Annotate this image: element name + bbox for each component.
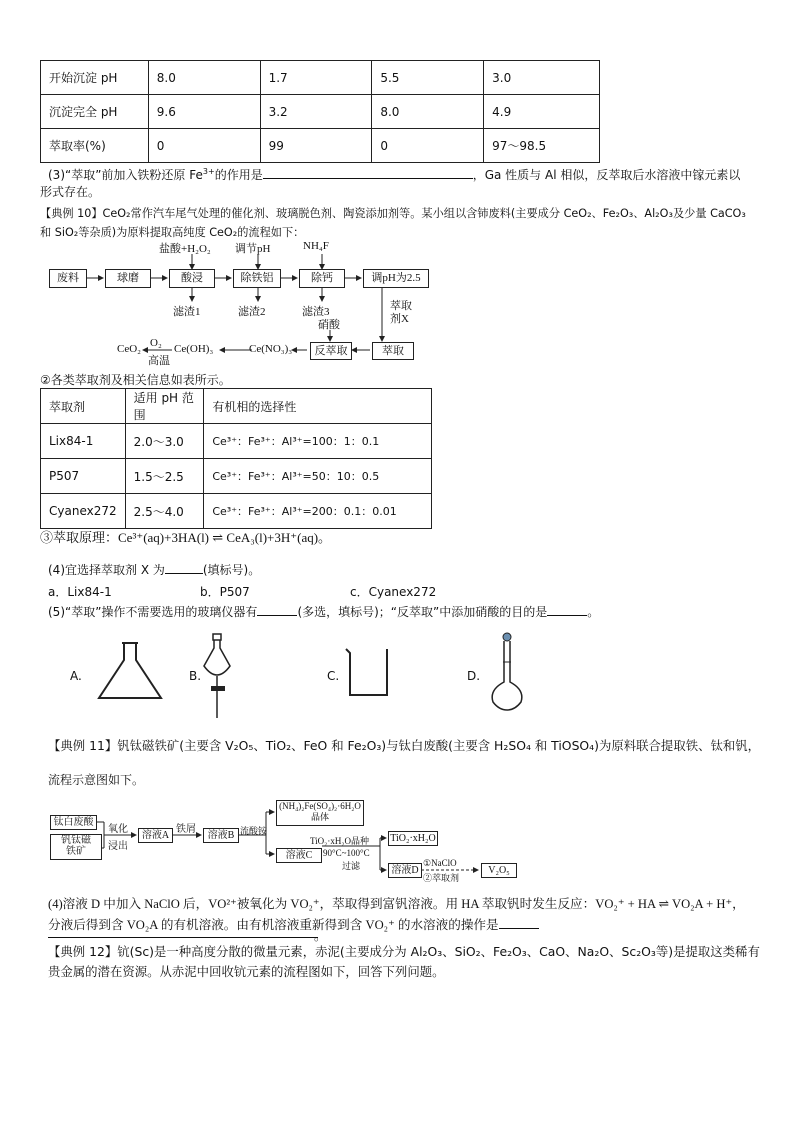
flow-label-ceo2: CeO₂ — [117, 343, 141, 355]
question-4b-line2 — [48, 916, 539, 933]
flow-label-heat: 高温 — [148, 355, 170, 367]
option-c-label: C. — [327, 669, 340, 683]
answer-blank[interactable] — [165, 561, 203, 574]
flow2-iron: 铁屑 — [176, 824, 196, 835]
example-12-line2: 贵金属的潜在资源。从赤泥中回收钪元素的流程图如下，回答下列问题。 — [48, 964, 445, 979]
flow2-ore-line2: 铁矿 — [66, 846, 86, 857]
table-cell: 开始沉淀 pH — [41, 61, 149, 95]
example-10-line1: 【典例 10】CeO₂常作汽车尾气处理的催化剂、玻璃脱色剂、陶瓷添加剂等。某小组以含铈废料(主要成分 CeO₂、Fe₂O₃、Al₂O₃及少量 CaCO₃ — [40, 207, 746, 220]
flow2-op-oxidize: 氧化 — [108, 824, 128, 835]
answer-blank[interactable] — [499, 916, 539, 929]
flow-waste-3: 滤渣3 — [302, 306, 330, 318]
flowchart-vanadium — [48, 798, 528, 883]
table-row — [41, 95, 600, 129]
flow2-node-tio2: TiO₂·xH₂O — [388, 831, 438, 846]
flow2-node-salt — [276, 800, 364, 826]
flow2-seed: TiO₂·xH₂O晶种 — [310, 836, 369, 846]
flow-node-ball-mill: 球磨 — [105, 269, 151, 288]
table-header: 适用 pH 范围 — [125, 389, 204, 424]
table-cell: 萃取率(%) — [41, 129, 149, 163]
table-cell: 3.0 — [484, 61, 600, 95]
flow2-node-sol-c: 溶液C — [276, 848, 322, 863]
q3-line2: 形式存在。 — [40, 185, 101, 199]
table-header: 有机相的选择性 — [204, 389, 432, 424]
ph-table — [40, 60, 600, 163]
example-10-line2: 和 SiO₂等杂质)为原料提取高纯度 CeO₂的流程如下： — [40, 226, 305, 239]
table-cell: 99 — [260, 129, 372, 163]
question-3 — [48, 164, 740, 183]
table-row — [41, 129, 600, 163]
flow2-node-sol-b: 溶液B — [203, 828, 239, 843]
flow-input-nitric: 硝酸 — [318, 319, 340, 331]
answer-blank[interactable] — [257, 603, 297, 616]
flow-node-extract: 萃取 — [372, 342, 414, 360]
flow2-ore-line1: 钒钛磁 — [61, 835, 91, 846]
flow2-node-sol-a: 溶液A — [138, 828, 173, 843]
q5-text: (5)“萃取”操作不需要选用的玻璃仪器有 — [48, 605, 258, 619]
answer-line[interactable] — [48, 937, 318, 938]
table-cell: 2.5～4.0 — [125, 494, 204, 529]
q3-text-2: 的作用是 — [214, 168, 263, 182]
table-cell: 5.5 — [372, 61, 484, 95]
flow-node-waste: 废料 — [49, 269, 87, 288]
table-cell: 1.7 — [260, 61, 372, 95]
table-header: 萃取剂 — [41, 389, 126, 424]
info-2: ②各类萃取剂及相关信息如表所示。 — [40, 373, 231, 387]
example-11-line2: 流程示意图如下。 — [48, 773, 145, 787]
flow-label-ce-oh3: Ce(OH)₃ — [174, 343, 214, 355]
flow-label-o2: O₂ — [150, 337, 162, 349]
flow-node-adjust-ph: 调pH为2.5 — [363, 269, 429, 288]
table-row — [41, 459, 432, 494]
table-header-row — [41, 389, 432, 424]
flow2-node-v2o5: V₂O₅ — [481, 863, 517, 878]
flow-extractant-1: 萃取 — [390, 300, 412, 312]
flow-node-acid-leach: 酸浸 — [169, 269, 215, 288]
volumetric-flask-icon — [485, 632, 529, 712]
table-cell: 0 — [148, 129, 260, 163]
flow2-node-sol-d: 溶液D — [388, 863, 422, 878]
option-a-label: A. — [70, 669, 82, 683]
table-cell: 9.6 — [148, 95, 260, 129]
flow2-input-acid: 钛白废酸 — [50, 815, 97, 830]
table-row — [41, 424, 432, 459]
table-cell: 1.5～2.5 — [125, 459, 204, 494]
table-cell: 0 — [372, 129, 484, 163]
table-row — [41, 494, 432, 529]
q3-text: (3)“萃取”前加入铁粉还原 Fe — [48, 168, 203, 182]
option-c[interactable]: c．Cyanex272 — [350, 585, 437, 599]
question-5 — [48, 603, 599, 620]
flow-input-adjust-ph: 调节pH — [235, 243, 271, 255]
table-cell: Ce³⁺：Fe³⁺：Al³⁺=200：0.1：0.01 — [204, 494, 432, 529]
table-cell: 4.9 — [484, 95, 600, 129]
q4-text-2: (填标号)。 — [202, 563, 261, 577]
example-12-line1: 【典例 12】钪(Sc)是一种高度分散的微量元素，赤泥(主要成分为 Al₂O₃、SiO₂、Fe₂O₃、CaO、Na₂O、Sc₂O₃等)是提取这类稀有 — [48, 944, 760, 959]
flow2-step-naclo: ①NaClO — [423, 858, 457, 868]
flowchart-ceo2 — [40, 240, 440, 365]
flow2-salt-crystal: 晶体 — [310, 812, 329, 822]
flow2-flow-label: 流酸铵 — [240, 826, 268, 836]
flow-node-remove-ca: 除钙 — [299, 269, 345, 288]
question-4 — [48, 561, 260, 578]
table-cell: 97～98.5 — [484, 129, 600, 163]
flow-node-remove-fe-al: 除铁铝 — [233, 269, 281, 288]
extractant-table — [40, 388, 432, 529]
q4-text: (4)宜选择萃取剂 X 为 — [48, 563, 165, 577]
flow-input-nh4f: NH₄F — [303, 240, 329, 252]
q4b-end: 。 — [314, 929, 327, 943]
flow-input-hcl-h2o2: 盐酸+H₂O₂ — [159, 243, 211, 255]
option-d-label: D. — [467, 669, 481, 683]
table-cell: 沉淀完全 pH — [41, 95, 149, 129]
answer-blank[interactable] — [263, 166, 473, 179]
flow-extractant-2: 剂X — [390, 313, 409, 325]
flow2-salt-formula: (NH₄)₂Fe(SO₄)₂·6H₂O — [279, 801, 361, 811]
flow-waste-2: 滤渣2 — [238, 306, 266, 318]
table-cell: 8.0 — [148, 61, 260, 95]
table-cell: Cyanex272 — [41, 494, 126, 529]
flow2-op-leach: 浸出 — [108, 841, 128, 852]
q4b-text: 分液后得到含 VO₂A 的有机溶液。由有机溶液重新得到含 VO₂⁺ 的水溶液的操作是 — [48, 918, 499, 932]
flow2-input-ore — [50, 834, 102, 860]
flow2-step-extract: ②萃取剂 — [423, 873, 460, 883]
table-cell: 2.0～3.0 — [125, 424, 204, 459]
table-cell: 3.2 — [260, 95, 372, 129]
table-cell: Ce³⁺：Fe³⁺：Al³⁺=50：10：0.5 — [204, 459, 432, 494]
question-4b-line1: (4)溶液 D 中加入 NaClO 后，VO²⁺被氧化为 VO₂⁺，萃取得到富钒溶液。用 HA 萃取钒时发生反应：VO₂⁺ + HA ⇌ VO₂A + H⁺， — [48, 897, 745, 911]
flow-node-back-extract: 反萃取 — [310, 342, 352, 360]
flow-waste-1: 滤渣1 — [173, 306, 201, 318]
table-row — [41, 61, 600, 95]
option-b-label: B. — [189, 669, 202, 683]
q5-text-2: (多选，填标号)；“反萃取”中添加硝酸的目的是 — [297, 605, 548, 619]
q3-text-3: ，Ga 性质与 Al 相似，反萃取后水溶液中镓元素以 — [472, 168, 741, 182]
flow2-temp: 90°C~100°C — [323, 848, 370, 858]
option-b[interactable]: b．P507 — [200, 585, 250, 599]
example-11-line1: 【典例 11】钒钛磁铁矿(主要含 V₂O₅、TiO₂、FeO 和 Fe₂O₃)与钛白废酸(主要含 H₂SO₄ 和 TiOSO₄)为原料联合提取铁、钛和钒， — [48, 738, 761, 753]
table-cell: P507 — [41, 459, 126, 494]
flow2-filter: 过滤 — [342, 861, 361, 871]
erlenmeyer-flask-icon — [95, 638, 165, 703]
extraction-principle: ③萃取原理：Ce³⁺(aq)+3HA(l) ⇌ CeA₃(l)+3H⁺(aq)。 — [40, 530, 332, 545]
q5-text-3: 。 — [587, 605, 600, 619]
table-cell: Lix84-1 — [41, 424, 126, 459]
table-cell: Ce³⁺：Fe³⁺：Al³⁺=100：1：0.1 — [204, 424, 432, 459]
answer-blank[interactable] — [547, 603, 587, 616]
flow-label-ce-no3: Ce(NO₃)₃ — [249, 343, 293, 355]
table-cell: 8.0 — [372, 95, 484, 129]
q3-sup: 3+ — [202, 167, 215, 176]
beaker-icon — [343, 645, 393, 700]
separatory-funnel-icon — [198, 632, 238, 722]
option-a[interactable]: a．Lix84-1 — [48, 585, 112, 599]
